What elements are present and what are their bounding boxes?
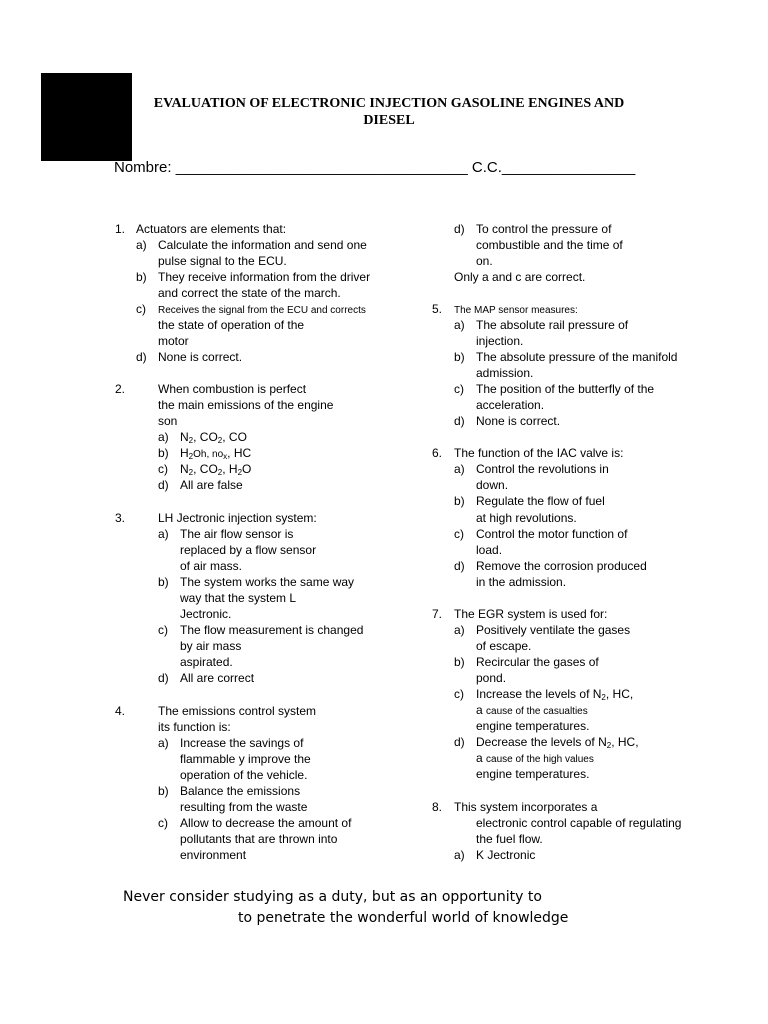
option-letter: a): [454, 848, 465, 862]
option-letter: d): [158, 478, 169, 492]
question-line-text: [158, 254, 287, 268]
name-blank[interactable]: ___________________________________: [175, 159, 468, 176]
text-run: son: [158, 414, 178, 428]
question-line-text: [476, 703, 588, 719]
text-run: O: [242, 462, 252, 476]
text-run: K Jectronic: [476, 848, 536, 862]
question-line-text: [476, 334, 523, 348]
text-run: down.: [476, 478, 509, 492]
text-run: at high revolutions.: [476, 511, 577, 525]
question-line-text: [476, 350, 677, 364]
question-line-text: [476, 719, 589, 733]
text-run: , CO: [193, 430, 218, 444]
text-run: The function of the IAC valve is:: [454, 446, 624, 460]
id-blank[interactable]: ________________: [501, 159, 636, 176]
question-line-text: [180, 575, 354, 589]
subscript: 2: [237, 468, 243, 477]
question-line-text: [180, 816, 351, 830]
subscript: 2: [601, 693, 606, 702]
question-line-text: [476, 222, 611, 236]
option-letter: a): [454, 462, 465, 476]
text-run: pond.: [476, 671, 507, 685]
text-run: Allow to decrease the amount of: [180, 816, 352, 830]
quote-line-1: Never consider studying as a duty, but as an opportunity to: [123, 889, 542, 905]
question-line-text: [158, 511, 317, 525]
question-line-text: [180, 623, 363, 637]
text-run: aspirated.: [180, 655, 233, 669]
redaction-logo-block: [41, 73, 132, 161]
text-run: way that the system L: [180, 591, 297, 605]
text-run: motor: [158, 334, 189, 348]
text-run: The air flow sensor is: [180, 527, 294, 541]
text-run: combustible and the time of: [476, 238, 623, 252]
text-run: Control the motor function of: [476, 527, 628, 541]
option-letter: a): [454, 623, 465, 637]
text-run: Balance the emissions: [180, 784, 301, 798]
text-run: The absolute pressure of the manifold: [476, 350, 678, 364]
question-line-text: [476, 478, 508, 492]
subscript: 2: [606, 741, 612, 750]
option-letter: c): [454, 382, 464, 396]
text-run: The position of the butterfly of the: [476, 382, 655, 396]
text-run: pollutants that are thrown into: [180, 832, 338, 846]
question-line-text: [180, 527, 293, 541]
option-letter: c): [454, 527, 464, 541]
option-letter: c): [158, 623, 168, 637]
option-letter: b): [136, 270, 147, 284]
subscript: 2: [188, 436, 194, 445]
question-line-text: [158, 414, 177, 428]
text-run: flammable y improve the: [180, 752, 311, 766]
question-line-text: [180, 736, 303, 750]
text-run: on.: [476, 254, 493, 268]
option-letter: c): [158, 816, 168, 830]
text-run: , HC: [227, 446, 252, 460]
question-line-text: [476, 639, 531, 653]
question-line-text: [476, 527, 627, 541]
question-line-text: [454, 446, 623, 460]
text-run: environment: [180, 848, 247, 862]
question-line-text: [158, 318, 304, 332]
option-letter: d): [158, 671, 169, 685]
text-run: injection.: [476, 334, 524, 348]
option-letter: d): [454, 559, 465, 573]
question-line-text: [454, 607, 607, 621]
question-number: 5.: [432, 302, 443, 316]
question-line-text: [476, 575, 566, 589]
question-line-text: [476, 254, 493, 268]
question-line-text: [476, 559, 647, 573]
question-line-text: [476, 382, 654, 396]
question-line-text: [180, 462, 251, 476]
option-letter: b): [158, 446, 169, 460]
text-run: cause of the high values: [486, 754, 594, 765]
question-line-text: [476, 687, 633, 701]
text-run: The absolute rail pressure of: [476, 318, 629, 332]
text-run: Jectronic.: [180, 607, 232, 621]
question-line-text: [476, 816, 681, 830]
text-run: Recircular the gases of: [476, 655, 599, 669]
text-run: a: [476, 703, 487, 717]
text-run: Actuators are elements that:: [136, 222, 287, 236]
subscript: x: [223, 452, 228, 461]
question-line-text: [180, 768, 307, 782]
text-run: Regulate the flow of fuel: [476, 494, 605, 508]
text-run: and correct the state of the march.: [158, 286, 341, 300]
question-number: 7.: [432, 607, 443, 621]
text-run: , HC,: [605, 687, 634, 701]
option-letter: c): [136, 302, 146, 316]
question-number: 6.: [432, 446, 443, 460]
question-line-text: [180, 559, 242, 573]
question-line-text: [476, 655, 599, 669]
text-run: The EGR system is used for:: [454, 607, 608, 621]
question-line-text: [476, 318, 628, 332]
text-run: admission.: [476, 366, 534, 380]
text-run: replaced by a flow sensor: [180, 543, 317, 557]
text-run: the fuel flow.: [476, 832, 543, 846]
text-run: the main emissions of the engine: [158, 398, 334, 412]
document-title-line-1: EVALUATION OF ELECTRONIC INJECTION GASOLINE ENGINES AND: [153, 96, 625, 111]
question-line-text: [476, 848, 535, 862]
option-letter: a): [158, 527, 169, 541]
subscript: 2: [188, 468, 194, 477]
text-run: operation of the vehicle.: [180, 768, 308, 782]
question-line-text: [180, 655, 233, 669]
text-run: engine temperatures.: [476, 767, 590, 781]
question-line-text: [476, 832, 543, 846]
option-letter: d): [454, 222, 465, 236]
question-line-text: [158, 350, 242, 364]
text-run: Control the revolutions in: [476, 462, 609, 476]
question-line-text: [454, 302, 578, 318]
text-run: acceleration.: [476, 398, 545, 412]
question-line-text: [476, 238, 623, 252]
question-line-text: [180, 446, 251, 462]
option-letter: a): [454, 318, 465, 332]
option-letter: a): [158, 430, 169, 444]
option-letter: a): [136, 238, 147, 252]
question-line-text: [476, 543, 502, 557]
name-field-row: [114, 158, 635, 178]
quote-line-2: to penetrate the wonderful world of knowledge: [238, 910, 569, 926]
question-line-text: [476, 767, 589, 781]
text-run: , CO: [193, 462, 218, 476]
question-line-text: [476, 511, 577, 525]
text-run: its function is:: [158, 720, 231, 734]
question-line-text: [158, 270, 370, 284]
text-run: of air mass.: [180, 559, 243, 573]
question-number: 3.: [115, 511, 126, 525]
text-run: Oh, no: [193, 449, 224, 460]
question-line-text: [476, 671, 506, 685]
option-letter: d): [454, 735, 465, 749]
text-run: , H: [222, 462, 238, 476]
text-run: To control the pressure of: [476, 222, 612, 236]
question-line-text: [180, 430, 247, 444]
text-run: by air mass: [180, 639, 242, 653]
option-letter: d): [454, 414, 465, 428]
question-line-text: [180, 543, 316, 557]
text-run: Remove the corrosion produced: [476, 559, 647, 573]
text-run: When combustion is perfect: [158, 382, 307, 396]
question-line-text: [180, 639, 241, 653]
question-line-text: [454, 800, 597, 814]
question-number: 2.: [115, 382, 126, 396]
question-line-text: [476, 366, 533, 380]
subscript: 2: [217, 436, 223, 445]
question-line-text: [180, 752, 311, 766]
text-run: Increase the savings of: [180, 736, 304, 750]
question-line-text: [180, 671, 254, 685]
question-line-text: [476, 623, 630, 637]
text-run: resulting from the waste: [180, 800, 308, 814]
question-line-text: [454, 270, 585, 284]
option-letter: b): [454, 494, 465, 508]
text-run: None is correct.: [476, 414, 561, 428]
question-line-text: [158, 398, 333, 412]
text-run: Receives the signal from the ECU and corrects: [158, 305, 366, 316]
option-letter: c): [454, 687, 464, 701]
option-letter: d): [136, 350, 147, 364]
question-number: 4.: [115, 704, 126, 718]
option-letter: a): [158, 736, 169, 750]
text-run: of escape.: [476, 639, 532, 653]
text-run: a: [476, 751, 487, 765]
question-line-text: [180, 848, 246, 862]
text-run: electronic control capable of regulating: [476, 816, 682, 830]
question-line-text: [158, 382, 306, 396]
text-run: N: [180, 462, 189, 476]
text-run: the state of operation of the: [158, 318, 305, 332]
text-run: N: [180, 430, 189, 444]
question-line-text: [476, 462, 609, 476]
question-line-text: [180, 784, 300, 798]
text-run: pulse signal to the ECU.: [158, 254, 287, 268]
option-letter: b): [158, 784, 169, 798]
question-line-text: [158, 302, 366, 318]
question-number: 1.: [115, 222, 126, 236]
text-run: Calculate the information and send one: [158, 238, 367, 252]
text-run: The system works the same way: [180, 575, 355, 589]
option-letter: b): [158, 575, 169, 589]
name-label: Nombre:: [114, 159, 172, 176]
question-line-text: [476, 414, 560, 428]
question-line-text: [180, 800, 307, 814]
text-run: All are false: [180, 478, 243, 492]
text-run: engine temperatures.: [476, 719, 590, 733]
question-line-text: [180, 607, 231, 621]
question-line-text: [158, 286, 341, 300]
question-line-text: [476, 398, 544, 412]
text-run: The MAP sensor measures:: [454, 305, 578, 316]
question-line-text: [476, 735, 639, 749]
subscript: 2: [217, 468, 223, 477]
option-letter: c): [158, 462, 168, 476]
option-letter: b): [454, 655, 465, 669]
text-run: LH Jectronic injection system:: [158, 511, 317, 525]
question-line-text: [180, 478, 243, 492]
text-run: load.: [476, 543, 503, 557]
document-title-line-2: DIESEL: [363, 113, 415, 128]
text-run: This system incorporates a: [454, 800, 598, 814]
text-run: Positively ventilate the gases: [476, 623, 631, 637]
text-run: cause of the casualties: [486, 706, 588, 717]
subscript: 2: [188, 452, 194, 461]
text-run: Only a and c are correct.: [454, 270, 586, 284]
question-line-text: [158, 720, 231, 734]
text-run: All are correct: [180, 671, 255, 685]
id-label: C.C.: [471, 159, 502, 176]
question-line-text: [476, 751, 594, 767]
question-line-text: [476, 494, 605, 508]
question-number: 8.: [432, 800, 443, 814]
text-run: Increase the levels of N: [476, 687, 602, 701]
text-run: , HC,: [611, 735, 639, 749]
question-line-text: [180, 591, 296, 605]
option-letter: b): [454, 350, 465, 364]
question-line-text: [158, 704, 316, 718]
text-run: None is correct.: [158, 350, 243, 364]
question-line-text: [180, 832, 337, 846]
question-line-text: [158, 238, 367, 252]
text-run: in the admission.: [476, 575, 567, 589]
question-line-text: [158, 334, 189, 348]
text-run: They receive information from the driver: [158, 270, 371, 284]
text-run: H: [180, 446, 189, 460]
question-line-text: [136, 222, 286, 236]
text-run: Decrease the levels of N: [476, 735, 607, 749]
text-run: , CO: [222, 430, 247, 444]
text-run: The emissions control system: [158, 704, 317, 718]
text-run: The flow measurement is changed: [180, 623, 364, 637]
